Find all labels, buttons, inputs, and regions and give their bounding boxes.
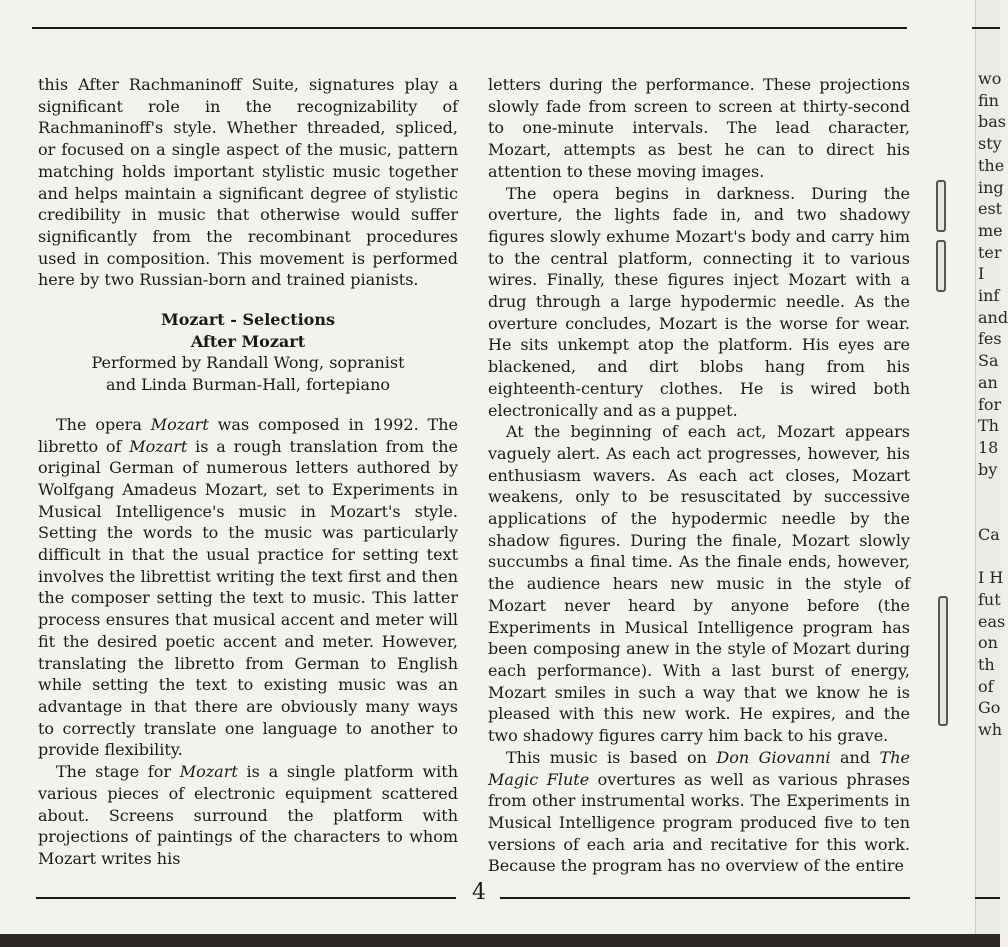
page-number: 4 [472, 880, 486, 905]
fragment-line: by [978, 459, 998, 479]
left-column [38, 74, 458, 870]
fragment-line: wh [978, 720, 1002, 740]
fragment-line: th [978, 654, 995, 674]
section-heading [38, 309, 458, 352]
fragment-line: Ca [978, 524, 1000, 544]
fragment-line: 18 [978, 437, 999, 457]
paragraph: letters during the performance. These projections slowly fade from screen to screen at thirty-second to one-minute intervals. The lead character, Mozart, attempts as best he can to direct his attention to these moving images. [488, 75, 910, 181]
fragment-line [978, 502, 1000, 524]
fragment-line: fes [978, 329, 1002, 349]
fragment-line: fin [978, 90, 999, 110]
right-column [488, 74, 910, 877]
footer-rule [975, 897, 1000, 899]
fragment-line: est [978, 199, 1003, 219]
fragment-line: sty [978, 134, 1002, 154]
fragment-line: ter [978, 242, 1002, 262]
credit-line: Performed by Randall Wong, sopranist [91, 353, 405, 373]
fragment-line: bas [978, 112, 1006, 132]
fragment-line [978, 545, 1000, 567]
paragraph: this After Rachmaninoff Suite, signatures play a significant role in the recognizability of Rachmaninoff's style. Whether threaded, spliced, or focused on a single aspect of the music, pattern matching holds important stylistic music together and helps maintain a significant degree of stylistic credibility in music that otherwise would suffer significantly from the recombinant procedures used in composition. This movement is performed here by two Russian-born and trained pianists. [38, 75, 458, 290]
fragment-line: on [978, 633, 998, 653]
staple [938, 596, 948, 726]
paragraph: The opera begins in darkness. During the overture, the lights fade in, and two shadowy figures slowly exhume Mozart's body and carry him to the central platform, connecting it to various wires. Finally, these figures inject Mozart with a drug through a large hypodermic needle. As the overture concludes, Mozart is the worse for wear. He sits unkempt atop the platform. His eyes are blackened, and dirt blobs hang from his eighteenth-century clothes. He is wired both electronically and as a puppet. [488, 183, 910, 420]
fragment-line: for [978, 394, 1002, 414]
paragraph: This music is based on Don Giovanni and The Magic Flute overtures as well as various phrases from other instrumental works. The Experiments in Musical Intelligence program produced five to ten versions of each aria and recitative for this work. Because the program has no overview of the entire [488, 747, 911, 876]
top-rule [32, 27, 907, 29]
footer-rule [500, 897, 910, 899]
fragment-line: the [978, 155, 1005, 175]
fragment-line: me [978, 220, 1003, 240]
fragment-line: Th [978, 416, 999, 436]
top-rule [972, 27, 1000, 29]
fragment-line: wo [978, 69, 1002, 88]
footer-rule [36, 897, 456, 899]
next-page-text-fragments [978, 68, 1008, 741]
paragraph: The opera Mozart was composed in 1992. The libretto of Mozart is a rough translation from the original German of numerous letters authored by Wolfgang Amadeus Mozart, set to Experiments in Musical Intelligence's music in Mozart's style. Setting the words to the music was particularly difficult in that the usual practice for setting text involves the librettist writing the text first and then the composer setting the text to music. This latter process ensures that musical accent and meter will fit the desired poetic accent and meter. However, translating the libretto from German to English while setting the text to existing music was an advantage in that there are obviously many ways to correctly translate one language to another to provide flexibility. [38, 414, 459, 760]
fragment-line [978, 480, 1000, 502]
fragment-line: I H [978, 568, 1004, 588]
fragment-line: eas [978, 611, 1006, 631]
scan-bottom-edge [0, 934, 1000, 947]
fragment-line: ing [978, 177, 1004, 197]
credit-line: and Linda Burman-Hall, fortepiano [105, 375, 391, 395]
fragment-line: fut [978, 589, 1001, 609]
paragraph: At the beginning of each act, Mozart appears vaguely alert. As each act progresses, however, his enthusiasm wavers. As each act closes, Mozart weakens, only to be resuscitated by successive applications of the hypodermic needle by the shadow figures. During the finale, Mozart slowly succumbs a final time. As the finale ends, however, the audience hears new music in the style of Mozart never heard by anyone before (the Experiments in Musical Intelligence program has been composing anew in the style of Mozart during each performance). With a last burst of energy, Mozart smiles in such a way that we know he is pleased with this new work. He expires, and the two shadowy figures carry him back to his grave. [488, 422, 910, 746]
fragment-line: Go [978, 698, 1001, 718]
staple [936, 240, 946, 292]
fragment-line: and [978, 307, 1008, 327]
fragment-line: I [978, 264, 985, 284]
fragment-line: inf [978, 286, 1000, 306]
heading-subtitle: After Mozart [190, 331, 306, 351]
heading-title: Mozart - Selections [161, 310, 335, 330]
fragment-line: Sa [978, 351, 999, 371]
fragment-line: an [978, 372, 998, 392]
fragment-line: of [978, 676, 994, 696]
paragraph: The stage for Mozart is a single platform with various pieces of electronic equipment scattered about. Screens surround the platform with projections of paintings of the characters to whom Mozart writes his [38, 762, 458, 868]
staple [936, 180, 946, 232]
performer-credits [38, 352, 458, 395]
